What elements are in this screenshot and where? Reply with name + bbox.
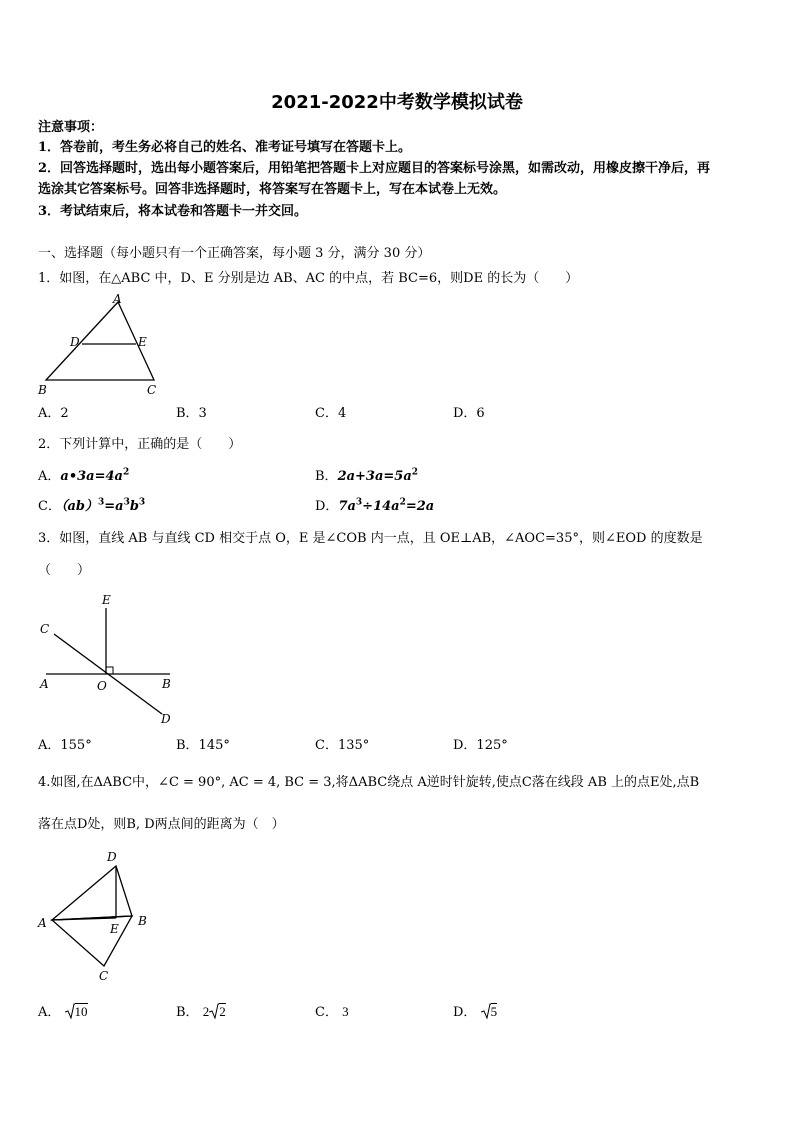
triangle-ade (52, 866, 132, 920)
exponent: 2 (411, 467, 419, 478)
expr: 7a (338, 499, 356, 514)
q3-stem: 3．如图，直线 AB 与直线 CD 相交于点 O，E 是∠COB 内一点，且 OE⊥AB，∠AOC=35°，则∠EOD 的度数是 (38, 531, 703, 546)
sqrt-icon (481, 1003, 491, 1019)
option-letter: A． (38, 469, 61, 484)
q1-triangle-figure (34, 292, 162, 400)
section-heading: 一、选择题（每小题只有一个正确答案，每小题 3 分，满分 30 分） (38, 246, 431, 261)
radicand: 10 (74, 1004, 88, 1019)
exponent: 2 (399, 497, 406, 508)
exponent: 3 (97, 497, 105, 508)
q1-option-d[interactable]: D．6 (453, 406, 485, 421)
notice-item: 1．答卷前，考生务必将自己的姓名、准考证号填写在答题卡上。 (38, 140, 412, 155)
label-e: E (138, 335, 147, 349)
q1-option-c[interactable]: C．4 (315, 406, 347, 421)
value: 3 (342, 1004, 349, 1019)
notice-item: 2．回答选择题时，选出每小题答案后，用铅笔把答题卡上对应题目的答案标号涂黑，如需改动，用橡皮擦干净后，再 (38, 161, 711, 176)
option-letter: C． (38, 499, 61, 514)
q3-stem-paren: （ ） (38, 563, 91, 578)
notice-item: 选涂其它答案标号。回答非选择题时，将答案写在答题卡上，写在本试卷上无效。 (38, 182, 507, 197)
q3-lines-figure (34, 590, 184, 730)
triangle-abc (52, 916, 132, 966)
option-letter: A． (38, 1005, 61, 1020)
q2-option-d[interactable] (315, 497, 434, 517)
label-d: D (161, 712, 171, 726)
label-b: B (162, 677, 171, 691)
expr: a•3a=4a (60, 469, 123, 484)
q4-option-a[interactable] (38, 1002, 88, 1023)
q4-stem: 4.如图,在ΔABC中，∠C = 90°, AC = 4, BC = 3,将ΔABC绕点 A逆时针旋转,使点C落在线段 AB 上的点E处,点B (38, 775, 700, 790)
q4-stem-line2: 落在点D处，则B, D两点间的距离为（ ） (38, 817, 285, 832)
q4-option-d[interactable] (453, 1002, 497, 1023)
label-b: B (138, 914, 147, 928)
q2-option-b[interactable] (315, 467, 418, 487)
expr: ÷14a (362, 499, 400, 514)
notice-heading: 注意事项： (38, 120, 104, 135)
q4-option-c[interactable] (315, 1002, 349, 1023)
q1-stem: 1．如图，在△ABC 中，D、E 分别是边 AB、AC 的中点，若 BC=6，则DE 的长为（ ） (38, 271, 579, 286)
label-o: O (97, 679, 107, 693)
expr: =2a (405, 499, 435, 514)
label-d: D (107, 850, 117, 864)
option-letter: B． (176, 1005, 199, 1020)
q2-option-a[interactable] (38, 467, 129, 487)
option-letter: D． (315, 499, 339, 514)
exponent: 2 (122, 467, 130, 478)
q1-option-a[interactable]: A．2 (38, 406, 69, 421)
q2-stem: 2．下列计算中，正确的是（ ） (38, 437, 242, 452)
label-b: B (38, 383, 47, 397)
expr: 2a+3a=5a (337, 469, 412, 484)
q3-option-a[interactable]: A．155° (38, 738, 92, 753)
label-c: C (40, 622, 50, 636)
label-c: C (99, 969, 109, 983)
sqrt-icon (209, 1003, 219, 1019)
label-c: C (147, 383, 157, 397)
exponent: 3 (355, 497, 363, 508)
q3-option-d[interactable]: D．125° (453, 738, 508, 753)
label-a: A (38, 916, 47, 930)
q1-option-b[interactable]: B．3 (176, 406, 207, 421)
expr: b (129, 499, 139, 514)
notice-item: 3．考试结束后，将本试卷和答题卡一并交回。 (38, 204, 308, 219)
label-a: A (113, 292, 122, 306)
exponent: 3 (123, 497, 130, 508)
option-letter: C． (315, 1005, 338, 1020)
option-letter: D． (453, 1005, 477, 1020)
label-d: D (70, 335, 80, 349)
expr: （ab） (60, 499, 98, 514)
label-a: A (40, 677, 49, 691)
option-letter: B． (315, 469, 338, 484)
page-title: 2021-2022中考数学模拟试卷 (271, 92, 523, 113)
q3-option-c[interactable]: C．135° (315, 738, 370, 753)
expr: =a (104, 499, 124, 514)
q2-option-c[interactable] (38, 497, 145, 517)
sqrt-icon (65, 1003, 75, 1019)
label-e: E (110, 922, 119, 936)
coefficient: 2 (202, 1004, 210, 1019)
q4-rotation-figure (34, 848, 164, 986)
radicand: 5 (490, 1004, 498, 1019)
q4-option-b[interactable] (176, 1002, 226, 1023)
label-e: E (102, 593, 111, 607)
exponent: 3 (138, 497, 146, 508)
radicand: 2 (219, 1004, 226, 1019)
q3-option-b[interactable]: B．145° (176, 738, 230, 753)
